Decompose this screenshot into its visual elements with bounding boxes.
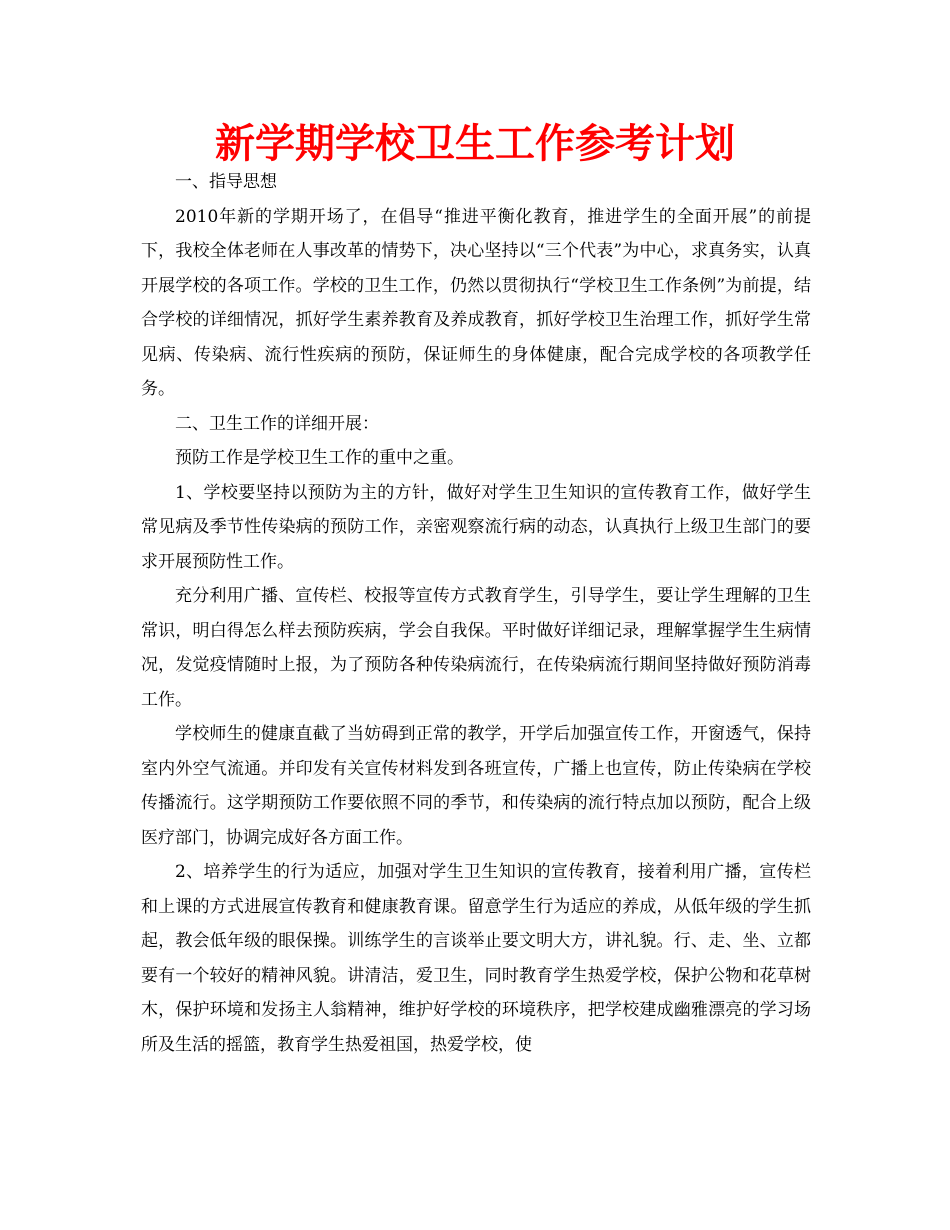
- paragraph: 预防工作是学校卫生工作的重中之重。: [175, 448, 464, 468]
- document-body: [141, 165, 811, 1062]
- section-heading-work-details: 二、卫生工作的详细开展：: [175, 413, 379, 434]
- document-title: 新学期学校卫生工作参考计划: [215, 121, 735, 167]
- paragraph: 1、学校要坚持以预防为主的方针，做好对学生卫生知识的宣传教育工作，做好学生常见病及季节性传染病的预防工作，亲密观察流行病的动态，认真执行上级卫生部门的要求开展预防性工作。: [141, 482, 811, 572]
- section-heading-guiding-ideology: 一、指导思想: [175, 172, 277, 192]
- paragraph: 2、培养学生的行为适应，加强对学生卫生知识的宣传教育，接着利用广播，宣传栏和上课的方式进展宣传教育和健康教育课。留意学生行为适应的养成，从低年级的学生抓起，教会低年级的眼保操。训练学生的言谈举止要文明大方，讲礼貌。行、走、坐、立都要有一个较好的精神风貌。讲清洁，爱卫生，同时教育学生热爱学校，保护公物和花草树木，保护环境和发扬主人翁精神，维护好学校的环境秩序，把学校建成幽雅漂亮的学习场所及生活的摇篮，教育学生热爱祖国，热爱学校，使: [141, 862, 811, 1055]
- paragraph: 2010年新的学期开场了，在倡导“推进平衡化教育，推进学生的全面开展”的前提下，我校全体老师在人事改革的情势下，决心坚持以“三个代表”为中心，求真务实，认真开展学校的各项工作。学校的卫生工作，仍然以贯彻执行“学校卫生工作条例”为前提，结合学校的详细情况，抓好学生素养教育及养成教育，抓好学校卫生治理工作，抓好学生常见病、传染病、流行性疾病的预防，保证师生的身体健康，配合完成学校的各项教学任务。: [141, 206, 811, 399]
- paragraph: 学校师生的健康直截了当妨碍到正常的教学，开学后加强宣传工作，开窗透气，保持室内外空气流通。并印发有关宣传材料发到各班宣传，广播上也宣传，防止传染病在学校传播流行。这学期预防工作要依照不同的季节，和传染病的流行特点加以预防，配合上级医疗部门，协调完成好各方面工作。: [141, 724, 811, 848]
- paragraph: 充分利用广播、宣传栏、校报等宣传方式教育学生，引导学生，要让学生理解的卫生常识，明白得怎么样去预防疾病，学会自我保。平时做好详细记录，理解掌握学生生病情况，发觉疫情随时上报，为了预防各种传染病流行，在传染病流行期间坚持做好预防消毒工作。: [141, 586, 811, 710]
